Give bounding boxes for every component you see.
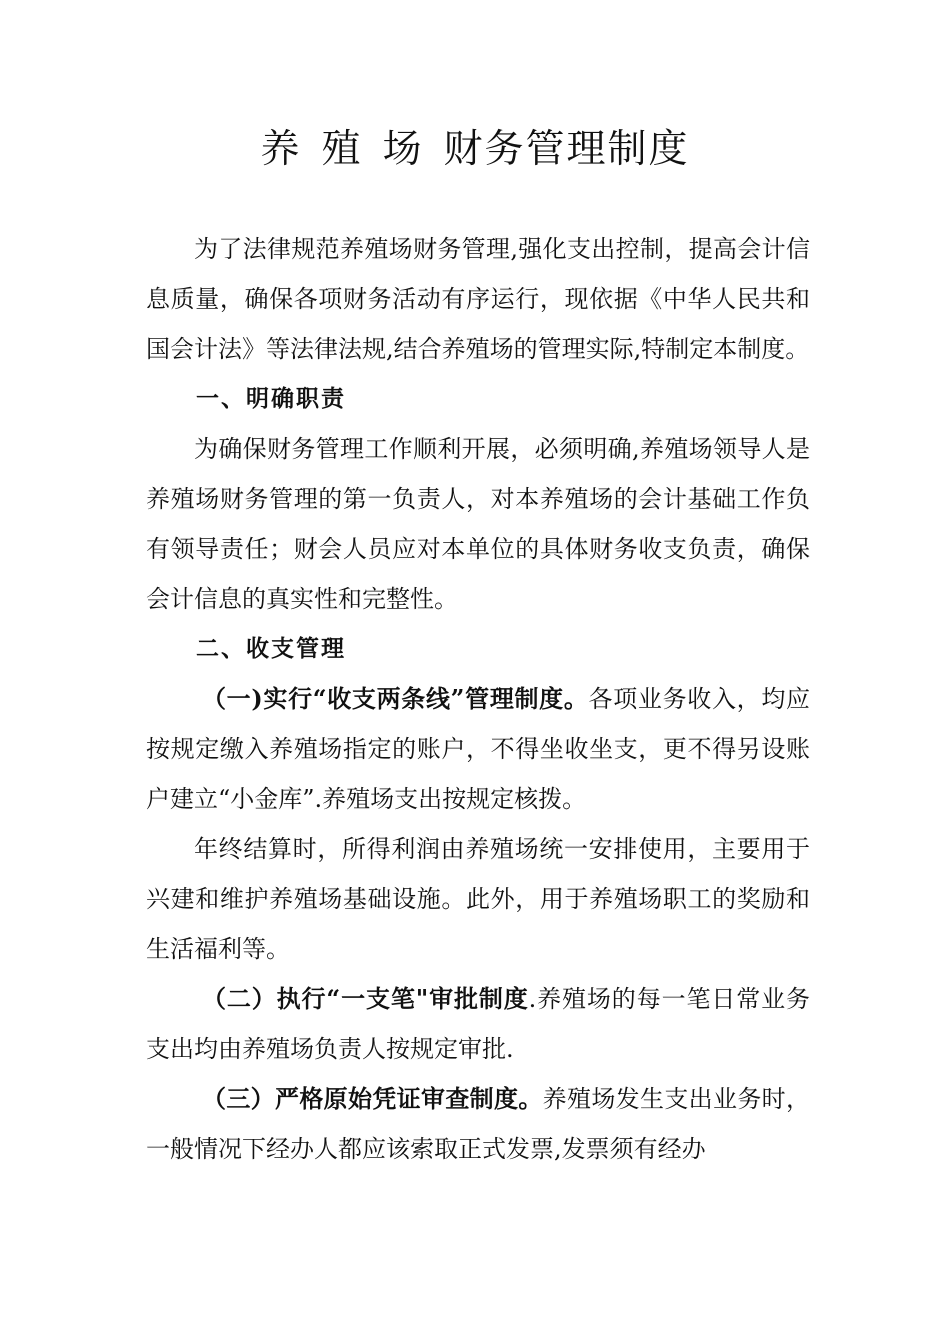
- item-1-bold-lead: （一)实行“收支两条线”管理制度。: [202, 684, 589, 713]
- document-title: [0, 120, 950, 180]
- section-2-heading: 二、收支管理: [196, 635, 346, 662]
- item-3-bold-lead: （三）严格原始凭证审查制度。: [202, 1084, 543, 1113]
- title-char-3: 场: [382, 127, 424, 172]
- title-rest: 财务管理制度: [443, 127, 690, 172]
- title-char-1: 养: [260, 127, 302, 172]
- intro-paragraph: 为了法律规范养殖场财务管理,强化支出控制，提高会计信息质量，确保各项财务活动有序运行，现依据《中华人民共和国会计法》等法律法规,结合养殖场的管理实际,特制定本制度。: [146, 235, 810, 363]
- item-1-text: 各项业务收入，均应按规定缴入养殖场指定的账户，不得坐收坐支，更不得另设账户建立“小金库”.养殖场支出按规定核拨。: [146, 685, 810, 813]
- item-2-bold-lead: （二）执行“一支笔"审批制度: [202, 984, 529, 1013]
- section-1-paragraph: 为确保财务管理工作顺利开展，必须明确,养殖场领导人是养殖场财务管理的第一负责人，对本养殖场的会计基础工作负有领导责任；财会人员应对本单位的具体财务收支负责，确保会计信息的真实性和完整性。: [146, 435, 810, 613]
- section-2-item-3: [146, 1074, 810, 1174]
- document-body: [146, 224, 810, 1174]
- section-2-item-1-continued: 年终结算时，所得利润由养殖场统一安排使用，主要用于兴建和维护养殖场基础设施。此外，用于养殖场职工的奖励和生活福利等。: [146, 835, 810, 963]
- section-2-item-1: [146, 674, 810, 824]
- title-char-2: 殖: [321, 127, 363, 172]
- section-1-heading: 一、明确职责: [196, 385, 346, 412]
- section-2-item-2: [146, 974, 810, 1074]
- item-2-text: .养殖场的每一笔日常业务支出均由养殖场负责人按规定审批.: [146, 985, 810, 1063]
- item-3-text: 养殖场发生支出业务时，一般情况下经办人都应该索取正式发票,发票须有经办: [146, 1085, 811, 1163]
